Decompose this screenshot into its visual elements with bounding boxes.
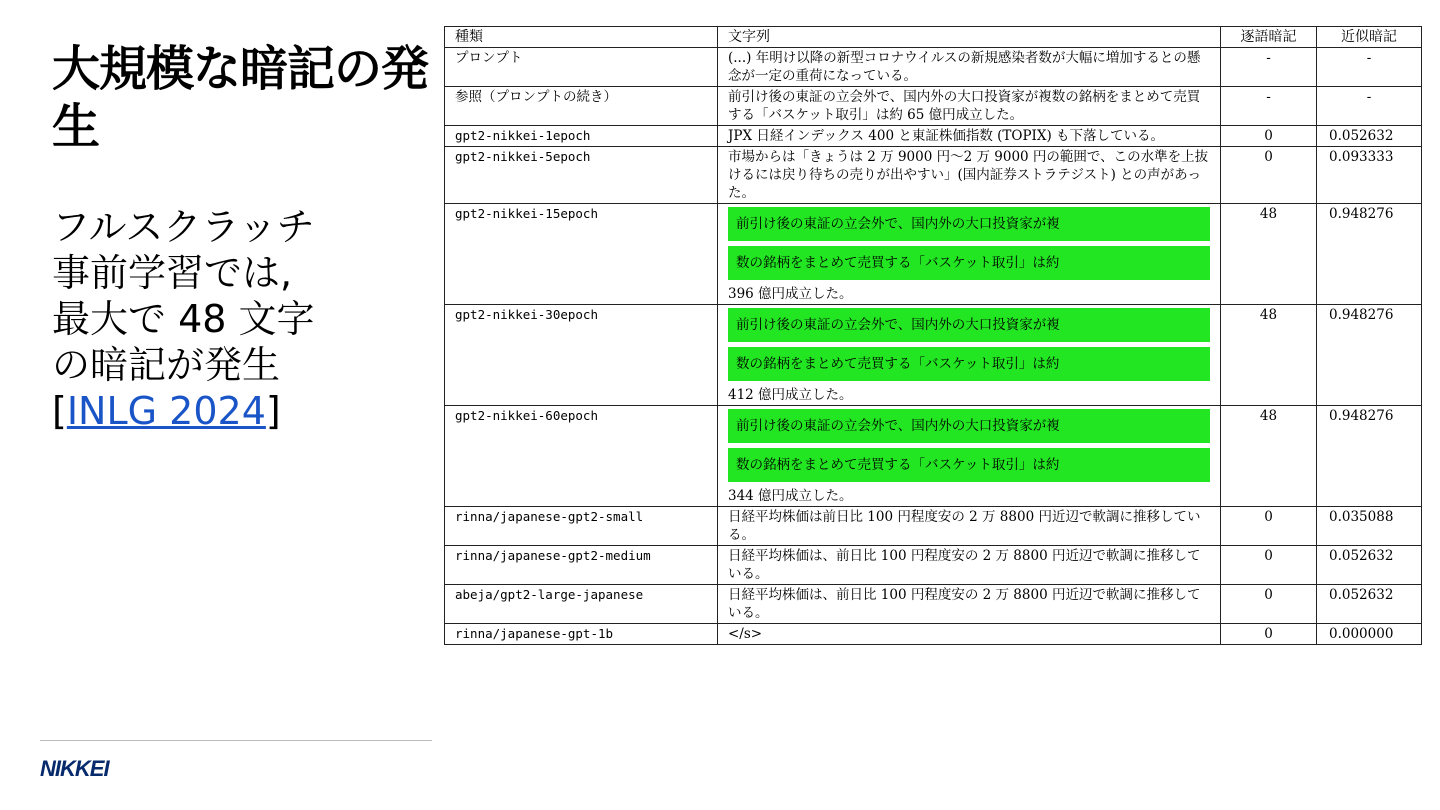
table-row bbox=[445, 48, 1422, 87]
footer-divider bbox=[40, 740, 432, 741]
cell-text: 市場からは「きょうは 2 万 9000 円〜2 万 9000 円の範囲で、この水準を上抜けるには戻り待ちの売りが出やすい」(国内証券ストラテジスト) との声があった。 bbox=[718, 147, 1221, 204]
generated-tail-text: 396 億円成立した。 bbox=[728, 286, 853, 302]
cell-approx: 0.052632 bbox=[1317, 546, 1422, 585]
cell-text: 日経平均株価は前日比 100 円程度安の 2 万 8800 円近辺で軟調に推移している。 bbox=[718, 507, 1221, 546]
table-row bbox=[445, 624, 1422, 645]
highlighted-memorized-text: 前引け後の東証の立会外で、国内外の大口投資家が複 bbox=[728, 207, 1210, 241]
citation bbox=[52, 388, 412, 434]
cell-text: 日経平均株価は、前日比 100 円程度安の 2 万 8800 円近辺で軟調に推移している。 bbox=[718, 546, 1221, 585]
body-line: 最大で 48 文字 bbox=[52, 297, 315, 341]
table-row bbox=[445, 305, 1422, 406]
cell-kind: プロンプト bbox=[445, 48, 718, 87]
cell-kind: gpt2-nikkei-60epoch bbox=[445, 406, 718, 507]
cell-approx: 0.000000 bbox=[1317, 624, 1422, 645]
table-row bbox=[445, 147, 1422, 204]
cell-text: JPX 日経インデックス 400 と東証株価指数 (TOPIX) も下落している。 bbox=[718, 126, 1221, 147]
cell-approx: 0.948276 bbox=[1317, 406, 1422, 507]
cell-kind: gpt2-nikkei-5epoch bbox=[445, 147, 718, 204]
table-row bbox=[445, 87, 1422, 126]
table-row bbox=[445, 406, 1422, 507]
header-text: 文字列 bbox=[718, 27, 1221, 48]
slide-title: 大規模な暗記の発生 bbox=[52, 41, 429, 155]
cell-exact: 0 bbox=[1221, 126, 1317, 147]
body-line: フルスクラッチ bbox=[52, 205, 315, 249]
table-header-row bbox=[445, 27, 1422, 48]
cell-kind: rinna/japanese-gpt2-medium bbox=[445, 546, 718, 585]
generated-tail-text: 344 億円成立した。 bbox=[728, 488, 853, 504]
generated-tail-text: 412 億円成立した。 bbox=[728, 387, 853, 403]
cell-text: (...) 年明け以降の新型コロナウイルスの新規感染者数が大幅に増加するとの懸念が一定の重荷になっている。 bbox=[718, 48, 1221, 87]
cell-kind: abeja/gpt2-large-japanese bbox=[445, 585, 718, 624]
citation-open-bracket: [ bbox=[52, 389, 67, 433]
cell-exact: 0 bbox=[1221, 147, 1317, 204]
body-line: の暗記が発生 bbox=[52, 343, 281, 387]
cell-approx: 0.948276 bbox=[1317, 204, 1422, 305]
header-approx: 近似暗記 bbox=[1317, 27, 1422, 48]
nikkei-logo: NIKKEI bbox=[40, 756, 109, 781]
cell-exact: 0 bbox=[1221, 507, 1317, 546]
cell-text: 日経平均株価は、前日比 100 円程度安の 2 万 8800 円近辺で軟調に推移している。 bbox=[718, 585, 1221, 624]
slide-body bbox=[52, 204, 412, 434]
cell-kind: gpt2-nikkei-30epoch bbox=[445, 305, 718, 406]
header-kind: 種類 bbox=[445, 27, 718, 48]
cell-exact: 48 bbox=[1221, 406, 1317, 507]
cell-approx: 0.093333 bbox=[1317, 147, 1422, 204]
table-row bbox=[445, 126, 1422, 147]
table-row bbox=[445, 546, 1422, 585]
highlighted-memorized-text: 前引け後の東証の立会外で、国内外の大口投資家が複 bbox=[728, 308, 1210, 342]
cell-kind: 参照（プロンプトの続き） bbox=[445, 87, 718, 126]
cell-approx: 0.052632 bbox=[1317, 126, 1422, 147]
cell-approx: - bbox=[1317, 87, 1422, 126]
cell-kind: rinna/japanese-gpt2-small bbox=[445, 507, 718, 546]
highlighted-memorized-text: 数の銘柄をまとめて売買する「バスケット取引」は約 bbox=[728, 448, 1210, 482]
cell-text: 前引け後の東証の立会外で、国内外の大口投資家が複数の銘柄をまとめて売買する「バスケット取引」は約 65 億円成立した。 bbox=[718, 87, 1221, 126]
cell-exact: 0 bbox=[1221, 546, 1317, 585]
table-row bbox=[445, 507, 1422, 546]
table-row bbox=[445, 585, 1422, 624]
cell-approx: - bbox=[1317, 48, 1422, 87]
cell-approx: 0.035088 bbox=[1317, 507, 1422, 546]
body-line: 事前学習では, bbox=[52, 251, 293, 295]
cell-exact: 0 bbox=[1221, 624, 1317, 645]
cell-exact: 0 bbox=[1221, 585, 1317, 624]
cell-kind: gpt2-nikkei-1epoch bbox=[445, 126, 718, 147]
cell-approx: 0.052632 bbox=[1317, 585, 1422, 624]
cell-text bbox=[718, 406, 1221, 507]
cell-exact: - bbox=[1221, 48, 1317, 87]
citation-close-bracket: ] bbox=[265, 389, 281, 433]
cell-text: </s> bbox=[718, 624, 1221, 645]
cell-exact: - bbox=[1221, 87, 1317, 126]
highlighted-memorized-text: 数の銘柄をまとめて売買する「バスケット取引」は約 bbox=[728, 246, 1210, 280]
highlighted-memorized-text: 前引け後の東証の立会外で、国内外の大口投資家が複 bbox=[728, 409, 1210, 443]
cell-kind: gpt2-nikkei-15epoch bbox=[445, 204, 718, 305]
highlighted-memorized-text: 数の銘柄をまとめて売買する「バスケット取引」は約 bbox=[728, 347, 1210, 381]
cell-kind: rinna/japanese-gpt-1b bbox=[445, 624, 718, 645]
cell-exact: 48 bbox=[1221, 204, 1317, 305]
header-exact: 逐語暗記 bbox=[1221, 27, 1317, 48]
table-row bbox=[445, 204, 1422, 305]
cell-approx: 0.948276 bbox=[1317, 305, 1422, 406]
memorization-results-table bbox=[444, 26, 1422, 645]
citation-link[interactable]: INLG 2024 bbox=[66, 389, 266, 433]
cell-text bbox=[718, 305, 1221, 406]
cell-exact: 48 bbox=[1221, 305, 1317, 406]
cell-text bbox=[718, 204, 1221, 305]
